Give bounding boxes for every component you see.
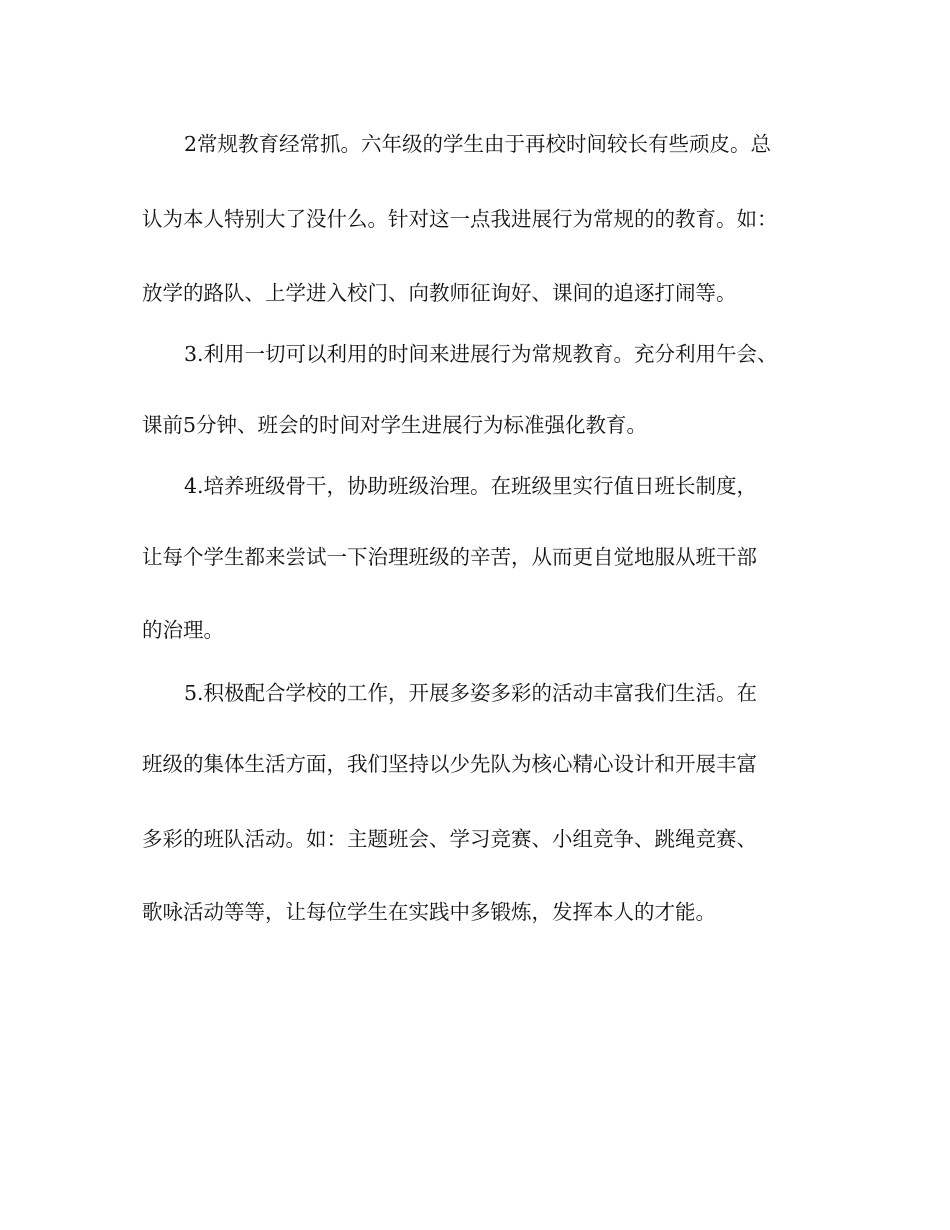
paragraph-2-line-2: 认为本人特别大了没什么。针对这一点我进展行为常规的的教育。如：	[142, 207, 778, 231]
paragraph-5-line-1: 5.积极配合学校的工作，开展多姿多彩的活动丰富我们生活。在	[184, 681, 758, 705]
paragraph-4-line-1: 4.培养班级骨干，协助班级治理。在班级里实行值日班长制度，	[184, 474, 758, 498]
paragraph-2-line-3: 放学的路队、上学进入校门、向教师征询好、课间的追逐打闹等。	[142, 281, 737, 305]
paragraph-2-line-1: 2常规教育经常抓。六年级的学生由于再校时间较长有些顽皮。总	[184, 132, 772, 156]
paragraph-5-line-4: 歌咏活动等等，让每位学生在实践中多锻炼，发挥本人的才能。	[142, 900, 716, 924]
paragraph-3-line-1: 3.利用一切可以利用的时间来进展行为常规教育。充分利用午会、	[184, 342, 778, 366]
paragraph-4-line-3: 的治理。	[142, 618, 224, 642]
paragraph-3-line-2: 课前5分钟、班会的时间对学生进展行为标准强化教育。	[142, 413, 648, 437]
paragraph-5-line-2: 班级的集体生活方面，我们坚持以少先队为核心精心设计和开展丰富	[142, 752, 757, 776]
paragraph-4-line-2: 让每个学生都来尝试一下治理班级的辛苦，从而更自觉地服从班干部	[142, 545, 757, 569]
paragraph-5-line-3: 多彩的班队活动。如：主题班会、学习竞赛、小组竞争、跳绳竞赛、	[142, 827, 757, 851]
